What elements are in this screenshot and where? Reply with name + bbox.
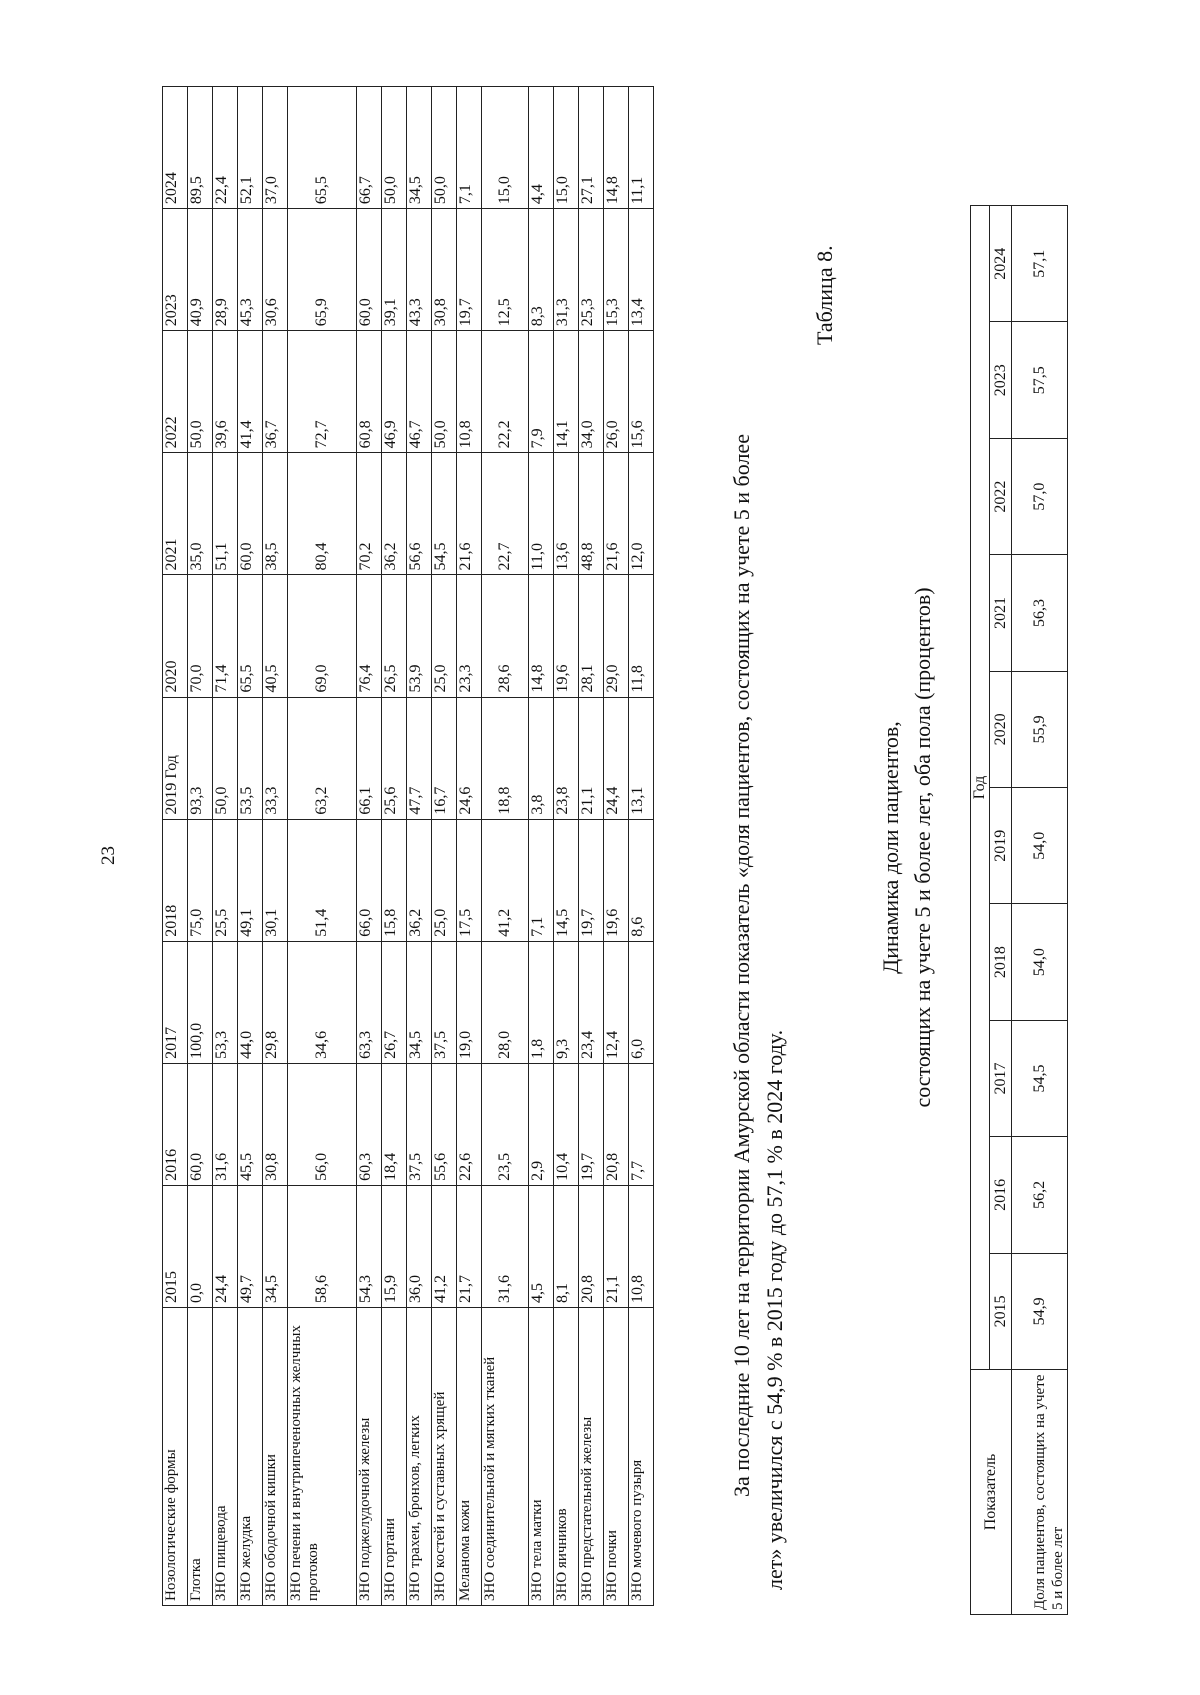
value-cell: 41,4 bbox=[238, 331, 263, 453]
header-cell-year: 2019 Год bbox=[163, 697, 188, 819]
value-cell: 12,5 bbox=[482, 209, 529, 331]
value-cell: 18,8 bbox=[482, 697, 529, 819]
value-cell: 34,5 bbox=[407, 941, 432, 1063]
value-cell: 60,0 bbox=[238, 453, 263, 575]
value-cell: 18,4 bbox=[382, 1063, 407, 1185]
value-cell: 58,6 bbox=[288, 1185, 357, 1307]
value-cell: 72,7 bbox=[288, 331, 357, 453]
value-cell: 63,3 bbox=[357, 941, 382, 1063]
value-cell: 36,7 bbox=[263, 331, 288, 453]
value-cell: 23,8 bbox=[554, 697, 579, 819]
value-cell: 7,7 bbox=[629, 1063, 654, 1185]
value-cell: 4,4 bbox=[529, 87, 554, 209]
value-cell: 37,5 bbox=[407, 1063, 432, 1185]
row-label: ЗНО соединительной и мягких тканей bbox=[482, 1308, 529, 1606]
value-cell: 25,0 bbox=[432, 575, 457, 697]
row-label: ЗНО желудка bbox=[238, 1308, 263, 1606]
value-cell: 7,1 bbox=[529, 819, 554, 941]
value-cell: 15,0 bbox=[554, 87, 579, 209]
value-cell: 30,1 bbox=[263, 819, 288, 941]
value-cell: 36,2 bbox=[382, 453, 407, 575]
value-cell: 20,8 bbox=[579, 1185, 604, 1307]
value-cell: 50,0 bbox=[432, 331, 457, 453]
value-cell: 70,2 bbox=[357, 453, 382, 575]
value-cell: 65,9 bbox=[288, 209, 357, 331]
value-cell: 13,6 bbox=[554, 453, 579, 575]
value-cell: 26,7 bbox=[382, 941, 407, 1063]
indicator-header: Показатель bbox=[971, 1370, 1012, 1615]
value-cell: 38,5 bbox=[263, 453, 288, 575]
value-cell: 66,0 bbox=[357, 819, 382, 941]
value-cell: 46,9 bbox=[382, 331, 407, 453]
value-cell: 36,2 bbox=[407, 819, 432, 941]
row-label: ЗНО поджелудочной железы bbox=[357, 1308, 382, 1606]
table-row bbox=[213, 87, 238, 1606]
row-label: ЗНО тела матки bbox=[529, 1308, 554, 1606]
table-row bbox=[188, 87, 213, 1606]
value-cell: 65,5 bbox=[238, 575, 263, 697]
value-cell: 55,6 bbox=[432, 1063, 457, 1185]
value-cell: 36,0 bbox=[407, 1185, 432, 1307]
value-cell: 13,4 bbox=[629, 209, 654, 331]
table-row bbox=[432, 87, 457, 1606]
value-cell: 56,2 bbox=[1012, 1137, 1068, 1253]
row-label: ЗНО предстательной железы bbox=[579, 1308, 604, 1606]
value-cell: 76,4 bbox=[357, 575, 382, 697]
row-label: ЗНО печени и внутрипеченочных желчных протоков bbox=[288, 1308, 357, 1606]
value-cell: 54,0 bbox=[1012, 788, 1068, 904]
value-cell: 63,2 bbox=[288, 697, 357, 819]
value-cell: 50,0 bbox=[382, 87, 407, 209]
value-cell: 19,7 bbox=[579, 1063, 604, 1185]
value-cell: 28,1 bbox=[579, 575, 604, 697]
header-cell-year: 2022 bbox=[163, 331, 188, 453]
year-cell: 2019 bbox=[990, 788, 1012, 904]
header-cell-year: 2024 bbox=[163, 87, 188, 209]
table-row bbox=[263, 87, 288, 1606]
year-cell: 2024 bbox=[990, 206, 1012, 322]
value-cell: 8,6 bbox=[629, 819, 654, 941]
value-cell: 46,7 bbox=[407, 331, 432, 453]
value-cell: 37,5 bbox=[432, 941, 457, 1063]
table-row bbox=[554, 87, 579, 1606]
year-cell: 2017 bbox=[990, 1020, 1012, 1136]
value-cell: 53,9 bbox=[407, 575, 432, 697]
value-cell: 28,0 bbox=[482, 941, 529, 1063]
value-cell: 60,3 bbox=[357, 1063, 382, 1185]
year-cell: 2022 bbox=[990, 438, 1012, 554]
row-label: ЗНО яичников bbox=[554, 1308, 579, 1606]
summary-line-2: лет» увеличился с 54,9 % в 2015 году до 57,1 % в 2024 году. bbox=[762, 1029, 787, 1590]
header-cell-year: 2021 bbox=[163, 453, 188, 575]
dynamics-table bbox=[970, 205, 1068, 1615]
value-cell: 26,0 bbox=[604, 331, 629, 453]
value-cell: 25,3 bbox=[579, 209, 604, 331]
value-cell: 65,5 bbox=[288, 87, 357, 209]
value-cell: 50,0 bbox=[213, 697, 238, 819]
row-label: ЗНО ободочной кишки bbox=[263, 1308, 288, 1606]
value-cell: 47,7 bbox=[407, 697, 432, 819]
value-cell: 45,5 bbox=[238, 1063, 263, 1185]
header-cell-year: 2015 bbox=[163, 1185, 188, 1307]
value-cell: 39,1 bbox=[382, 209, 407, 331]
value-cell: 1,8 bbox=[529, 941, 554, 1063]
value-cell: 19,7 bbox=[457, 209, 482, 331]
row-label: Глотка bbox=[188, 1308, 213, 1606]
table-row bbox=[604, 87, 629, 1606]
value-cell: 2,9 bbox=[529, 1063, 554, 1185]
value-cell: 17,5 bbox=[457, 819, 482, 941]
value-cell: 57,1 bbox=[1012, 206, 1068, 322]
value-cell: 100,0 bbox=[188, 941, 213, 1063]
value-cell: 19,7 bbox=[579, 819, 604, 941]
year-cell: 2015 bbox=[990, 1253, 1012, 1369]
table-title-line-2: состоящих на учете 5 и более лет, оба пола (процентов) bbox=[910, 587, 935, 1108]
value-cell: 4,5 bbox=[529, 1185, 554, 1307]
table-row bbox=[288, 87, 357, 1606]
year-cell: 2016 bbox=[990, 1137, 1012, 1253]
value-cell: 35,0 bbox=[188, 453, 213, 575]
table-title-line-1: Динамика доли пациентов, bbox=[878, 721, 903, 974]
value-cell: 7,9 bbox=[529, 331, 554, 453]
row-label: Меланома кожи bbox=[457, 1308, 482, 1606]
value-cell: 31,6 bbox=[213, 1063, 238, 1185]
value-cell: 33,3 bbox=[263, 697, 288, 819]
value-cell: 30,8 bbox=[263, 1063, 288, 1185]
summary-paragraph bbox=[725, 105, 758, 1545]
value-cell: 80,4 bbox=[288, 453, 357, 575]
value-cell: 25,0 bbox=[432, 819, 457, 941]
table-row bbox=[357, 87, 382, 1606]
row-label: ЗНО костей и суставных хрящей bbox=[432, 1308, 457, 1606]
table-row bbox=[407, 87, 432, 1606]
row-label: ЗНО гортани bbox=[382, 1308, 407, 1606]
value-cell: 66,1 bbox=[357, 697, 382, 819]
table-row bbox=[579, 87, 604, 1606]
indicator-label: Доля пациентов, состоящих на учете 5 и более лет bbox=[1012, 1370, 1068, 1615]
value-cell: 8,1 bbox=[554, 1185, 579, 1307]
row-label: ЗНО пищевода bbox=[213, 1308, 238, 1606]
value-cell: 29,0 bbox=[604, 575, 629, 697]
value-cell: 51,1 bbox=[213, 453, 238, 575]
value-cell: 45,3 bbox=[238, 209, 263, 331]
value-cell: 25,6 bbox=[382, 697, 407, 819]
value-cell: 54,3 bbox=[357, 1185, 382, 1307]
header-cell-year: 2016 bbox=[163, 1063, 188, 1185]
value-cell: 21,6 bbox=[457, 453, 482, 575]
value-cell: 52,1 bbox=[238, 87, 263, 209]
value-cell: 34,6 bbox=[288, 941, 357, 1063]
header-cell-year: 2018 bbox=[163, 819, 188, 941]
value-cell: 21,7 bbox=[457, 1185, 482, 1307]
value-cell: 27,1 bbox=[579, 87, 604, 209]
table-row bbox=[629, 87, 654, 1606]
value-cell: 11,8 bbox=[629, 575, 654, 697]
value-cell: 41,2 bbox=[432, 1185, 457, 1307]
value-cell: 54,9 bbox=[1012, 1253, 1068, 1369]
value-cell: 10,8 bbox=[629, 1185, 654, 1307]
table-caption: Таблица 8. bbox=[812, 245, 837, 345]
value-cell: 51,4 bbox=[288, 819, 357, 941]
table-row bbox=[238, 87, 263, 1606]
value-cell: 34,0 bbox=[579, 331, 604, 453]
value-cell: 21,1 bbox=[579, 697, 604, 819]
value-cell: 15,8 bbox=[382, 819, 407, 941]
value-cell: 22,6 bbox=[457, 1063, 482, 1185]
row-label: ЗНО почки bbox=[604, 1308, 629, 1606]
value-cell: 28,6 bbox=[482, 575, 529, 697]
value-cell: 49,1 bbox=[238, 819, 263, 941]
value-cell: 43,3 bbox=[407, 209, 432, 331]
value-cell: 19,6 bbox=[604, 819, 629, 941]
header-cell-nosology: Нозологические формы bbox=[163, 1308, 188, 1606]
table-row bbox=[457, 87, 482, 1606]
table-row bbox=[529, 87, 554, 1606]
value-cell: 12,0 bbox=[629, 453, 654, 575]
value-cell: 60,8 bbox=[357, 331, 382, 453]
value-cell: 10,4 bbox=[554, 1063, 579, 1185]
page-number: 23 bbox=[98, 846, 119, 865]
value-cell: 60,0 bbox=[188, 1063, 213, 1185]
summary-paragraph-cont bbox=[758, 90, 791, 1590]
value-cell: 3,8 bbox=[529, 697, 554, 819]
value-cell: 14,8 bbox=[604, 87, 629, 209]
value-cell: 15,3 bbox=[604, 209, 629, 331]
value-cell: 25,5 bbox=[213, 819, 238, 941]
value-cell: 34,5 bbox=[263, 1185, 288, 1307]
value-cell: 31,6 bbox=[482, 1185, 529, 1307]
value-cell: 11,0 bbox=[529, 453, 554, 575]
value-cell: 15,0 bbox=[482, 87, 529, 209]
year-header: Год bbox=[971, 206, 990, 1370]
value-cell: 37,0 bbox=[263, 87, 288, 209]
value-cell: 89,5 bbox=[188, 87, 213, 209]
value-cell: 41,2 bbox=[482, 819, 529, 941]
value-cell: 54,0 bbox=[1012, 904, 1068, 1020]
value-cell: 19,0 bbox=[457, 941, 482, 1063]
value-cell: 23,3 bbox=[457, 575, 482, 697]
header-cell-year: 2023 bbox=[163, 209, 188, 331]
value-cell: 21,6 bbox=[604, 453, 629, 575]
value-cell: 22,4 bbox=[213, 87, 238, 209]
header-cell-year: 2020 bbox=[163, 575, 188, 697]
table-row bbox=[382, 87, 407, 1606]
value-cell: 75,0 bbox=[188, 819, 213, 941]
value-cell: 7,1 bbox=[457, 87, 482, 209]
value-cell: 11,1 bbox=[629, 87, 654, 209]
value-cell: 23,5 bbox=[482, 1063, 529, 1185]
value-cell: 49,7 bbox=[238, 1185, 263, 1307]
value-cell: 57,5 bbox=[1012, 322, 1068, 438]
value-cell: 56,3 bbox=[1012, 555, 1068, 671]
nosology-table bbox=[162, 86, 654, 1606]
value-cell: 14,8 bbox=[529, 575, 554, 697]
value-cell: 30,8 bbox=[432, 209, 457, 331]
value-cell: 71,4 bbox=[213, 575, 238, 697]
value-cell: 60,0 bbox=[357, 209, 382, 331]
value-cell: 0,0 bbox=[188, 1185, 213, 1307]
year-cell: 2021 bbox=[990, 555, 1012, 671]
year-cell: 2023 bbox=[990, 322, 1012, 438]
value-cell: 48,8 bbox=[579, 453, 604, 575]
value-cell: 50,0 bbox=[432, 87, 457, 209]
value-cell: 22,2 bbox=[482, 331, 529, 453]
value-cell: 40,9 bbox=[188, 209, 213, 331]
value-cell: 29,8 bbox=[263, 941, 288, 1063]
value-cell: 10,8 bbox=[457, 331, 482, 453]
row-label: ЗНО мочевого пузыря bbox=[629, 1308, 654, 1606]
value-cell: 69,0 bbox=[288, 575, 357, 697]
value-cell: 55,9 bbox=[1012, 671, 1068, 787]
value-cell: 50,0 bbox=[188, 331, 213, 453]
value-cell: 12,4 bbox=[604, 941, 629, 1063]
value-cell: 57,0 bbox=[1012, 438, 1068, 554]
year-cell: 2018 bbox=[990, 904, 1012, 1020]
value-cell: 6,0 bbox=[629, 941, 654, 1063]
value-cell: 28,9 bbox=[213, 209, 238, 331]
value-cell: 66,7 bbox=[357, 87, 382, 209]
value-cell: 14,5 bbox=[554, 819, 579, 941]
row-label: ЗНО трахеи, бронхов, легких bbox=[407, 1308, 432, 1606]
value-cell: 39,6 bbox=[213, 331, 238, 453]
value-cell: 53,3 bbox=[213, 941, 238, 1063]
value-cell: 15,6 bbox=[629, 331, 654, 453]
value-cell: 16,7 bbox=[432, 697, 457, 819]
summary-line-1: За последние 10 лет на территории Амурской области показатель «доля пациентов, состоящих на учете 5 и более bbox=[729, 434, 754, 1497]
value-cell: 93,3 bbox=[188, 697, 213, 819]
value-cell: 15,9 bbox=[382, 1185, 407, 1307]
header-cell-year: 2017 bbox=[163, 941, 188, 1063]
value-cell: 44,0 bbox=[238, 941, 263, 1063]
value-cell: 9,3 bbox=[554, 941, 579, 1063]
value-cell: 30,6 bbox=[263, 209, 288, 331]
value-cell: 13,1 bbox=[629, 697, 654, 819]
value-cell: 20,8 bbox=[604, 1063, 629, 1185]
value-cell: 56,6 bbox=[407, 453, 432, 575]
value-cell: 21,1 bbox=[604, 1185, 629, 1307]
value-cell: 24,6 bbox=[457, 697, 482, 819]
value-cell: 54,5 bbox=[432, 453, 457, 575]
value-cell: 22,7 bbox=[482, 453, 529, 575]
value-cell: 56,0 bbox=[288, 1063, 357, 1185]
value-cell: 53,5 bbox=[238, 697, 263, 819]
value-cell: 34,5 bbox=[407, 87, 432, 209]
value-cell: 8,3 bbox=[529, 209, 554, 331]
table-row bbox=[482, 87, 529, 1606]
value-cell: 24,4 bbox=[604, 697, 629, 819]
value-cell: 40,5 bbox=[263, 575, 288, 697]
value-cell: 54,5 bbox=[1012, 1020, 1068, 1136]
value-cell: 26,5 bbox=[382, 575, 407, 697]
value-cell: 14,1 bbox=[554, 331, 579, 453]
value-cell: 70,0 bbox=[188, 575, 213, 697]
value-cell: 19,6 bbox=[554, 575, 579, 697]
table-header-row bbox=[163, 87, 188, 1606]
value-cell: 31,3 bbox=[554, 209, 579, 331]
year-cell: 2020 bbox=[990, 671, 1012, 787]
value-cell: 23,4 bbox=[579, 941, 604, 1063]
value-cell: 24,4 bbox=[213, 1185, 238, 1307]
